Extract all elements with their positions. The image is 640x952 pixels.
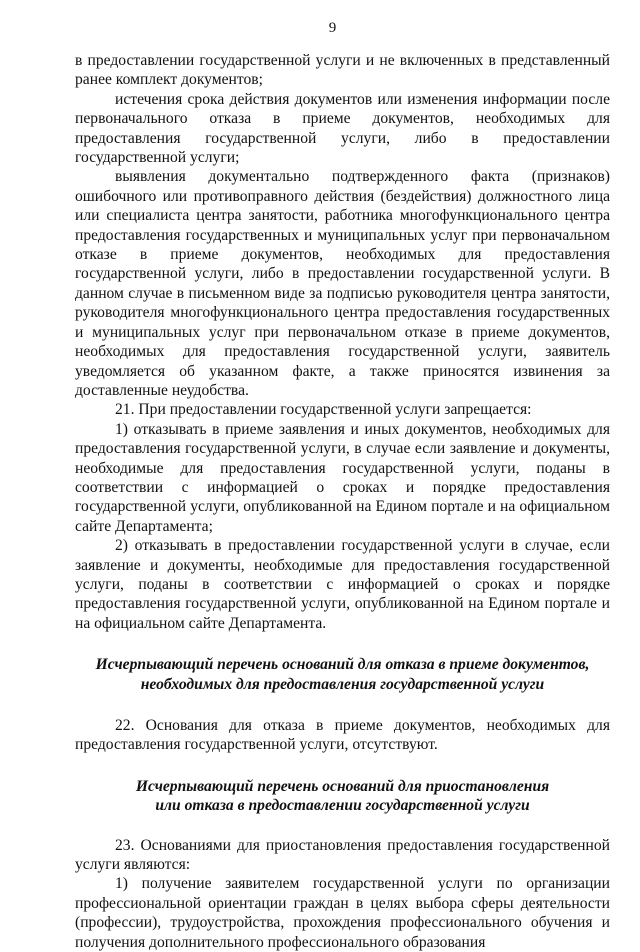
paragraph: выявления документально подтвержденного факта (признаков) ошибочного или противоправного действия (бездействия) должностного лица или специалиста центра занятости, работника многофункционального центра предоставления государственных и муниципальных услуг при первоначальном отказе в приеме документов, необходимых для предоставления государственной услуги, либо в предоставлении государственной услуги. В данном случае в письменном виде за подписью руководителя центра занятости, руководителя многофункционального центра предоставления государственных и муниципальных услуг при первоначальном отказе в приеме документов, необходимых для предоставления государственной услуги, заявитель уведомляется об указанном факте, а также приносятся извинения за доставленные неудобства.	[75, 168, 610, 399]
paragraphs-top	[75, 51, 610, 633]
paragraph-23-item-1: 1) получение заявителем государственной услуги по организации профессиональной ориентации граждан в целях выбора сферы деятельности (профессии), трудоустройства, прохождения профессионального обучения и получения дополнительного профессионального образования	[75, 875, 610, 951]
heading-line: необходимых для предоставления государственной услуги	[140, 675, 545, 693]
paragraph-21: 21. При предоставлении государственной услуги запрещается:	[115, 401, 532, 419]
paragraph-22: 22. Основания для отказа в приеме документов, необходимых для предоставления государственной услуги, отсутствуют.	[75, 717, 610, 754]
heading-line: Исчерпывающий перечень оснований для приостановления	[135, 777, 550, 795]
heading-line: или отказа в предоставлении государственной услуги	[155, 797, 530, 815]
paragraph-21-item-1: 1) отказывать в приеме заявления и иных документов, необходимых для предоставления государственной услуги, в случае если заявление и документы, необходимые для предоставления государственной услуги, поданы в соответствии с информацией о сроках и порядке предоставления государственной услуги, опубликованной на Едином портале и на официальном сайте Департамента;	[75, 420, 610, 535]
page-number: 9	[328, 20, 337, 36]
section-heading-2	[75, 777, 610, 816]
paragraph-23: 23. Основаниями для приостановления предоставления государственной услуги являются:	[75, 836, 610, 874]
paragraph-21-item-2: 2) отказывать в предоставлении государственной услуги в случае, если заявление и документы, необходимые для предоставления государственной услуги, поданы в соответствии с информацией о сроках и порядке предоставления государственной услуги, опубликованной на Едином портале и на официальном сайте Департамента.	[75, 537, 610, 632]
paragraph: в предоставлении государственной услуги и не включенных в представленный ранее комплект документов;	[75, 52, 610, 89]
section-heading-1	[75, 655, 610, 694]
heading-line: Исчерпывающий перечень оснований для отказа в приеме документов,	[95, 656, 590, 674]
paragraph: истечения срока действия документов или изменения информации после первоначального отказа в приеме документов, необходимых для предоставления государственной услуги, либо в предоставлении государственной услуги;	[75, 90, 610, 167]
paragraphs-bottom	[75, 836, 610, 952]
